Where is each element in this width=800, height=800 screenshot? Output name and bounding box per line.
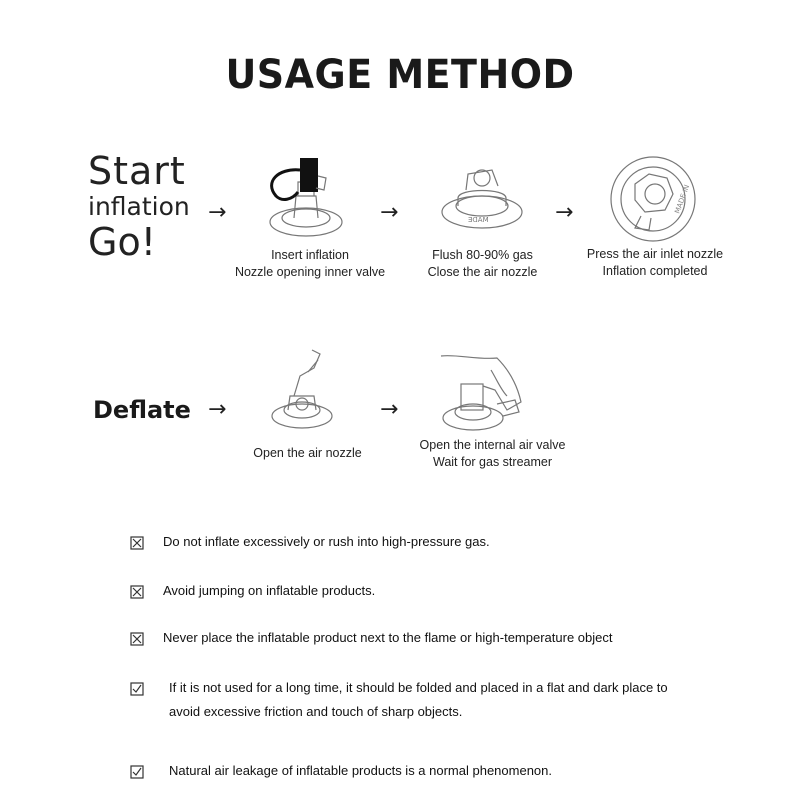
- arrow-icon: →: [555, 200, 574, 225]
- svg-text:ƎᗡAM: ƎᗡAM: [468, 216, 489, 224]
- note-text: If it is not used for a long time, it should be folded and placed in a flat and dark place to: [169, 680, 668, 695]
- note-text: Never place the inflatable product next to the flame or high-temperature object: [163, 630, 613, 645]
- arrow-icon: →: [380, 200, 399, 225]
- caption-line: Open the air nozzle: [253, 446, 362, 460]
- arrow-icon: →: [208, 200, 227, 225]
- hand-pressing-valve-illustration: [437, 350, 527, 438]
- step-caption: [235, 445, 380, 462]
- start-label-line-2: inflation: [88, 192, 190, 221]
- caption-line: Flush 80-90% gas: [432, 248, 533, 262]
- inflation-pump-nozzle-illustration: [258, 152, 348, 244]
- caption-line: Open the internal air valve: [419, 438, 566, 452]
- page-title: USAGE METHOD: [225, 52, 575, 98]
- caption-line: Inflation completed: [602, 264, 708, 278]
- start-label-line-1: Start: [88, 149, 186, 193]
- caption-line: Press the air inlet nozzle: [586, 247, 724, 261]
- note-text: Do not inflate excessively or rush into high-pressure gas.: [163, 534, 490, 549]
- step-caption: [395, 247, 570, 281]
- svg-text:MADE IN: MADE IN: [673, 183, 692, 215]
- note-text: Avoid jumping on inflatable products.: [163, 583, 376, 598]
- step-caption: [570, 246, 740, 280]
- start-label-line-3: Go!: [88, 220, 156, 264]
- valve-top-view-illustration: [605, 154, 701, 244]
- note-text: avoid excessive friction and touch of sharp objects.: [169, 704, 463, 719]
- arrow-icon: →: [208, 397, 227, 422]
- x-box-icon: [130, 632, 144, 646]
- x-box-icon: [130, 536, 144, 550]
- caption-line: Wait for gas streamer: [432, 455, 552, 469]
- arrow-icon: →: [380, 397, 399, 422]
- caption-line: Insert inflation: [271, 248, 349, 262]
- check-box-icon: [130, 682, 144, 696]
- deflate-label: Deflate: [93, 396, 191, 424]
- caption-line: Nozzle opening inner valve: [234, 265, 386, 279]
- air-valve-closed-illustration: [436, 158, 526, 238]
- step-caption: [220, 247, 400, 281]
- step-caption: [400, 437, 585, 471]
- check-box-icon: [130, 765, 144, 779]
- air-valve-open-illustration: [268, 346, 338, 438]
- caption-line: Close the air nozzle: [427, 265, 538, 279]
- start-inflation-label: [88, 149, 200, 264]
- x-box-icon: [130, 585, 144, 599]
- note-text: Natural air leakage of inflatable products is a normal phenomenon.: [169, 763, 553, 778]
